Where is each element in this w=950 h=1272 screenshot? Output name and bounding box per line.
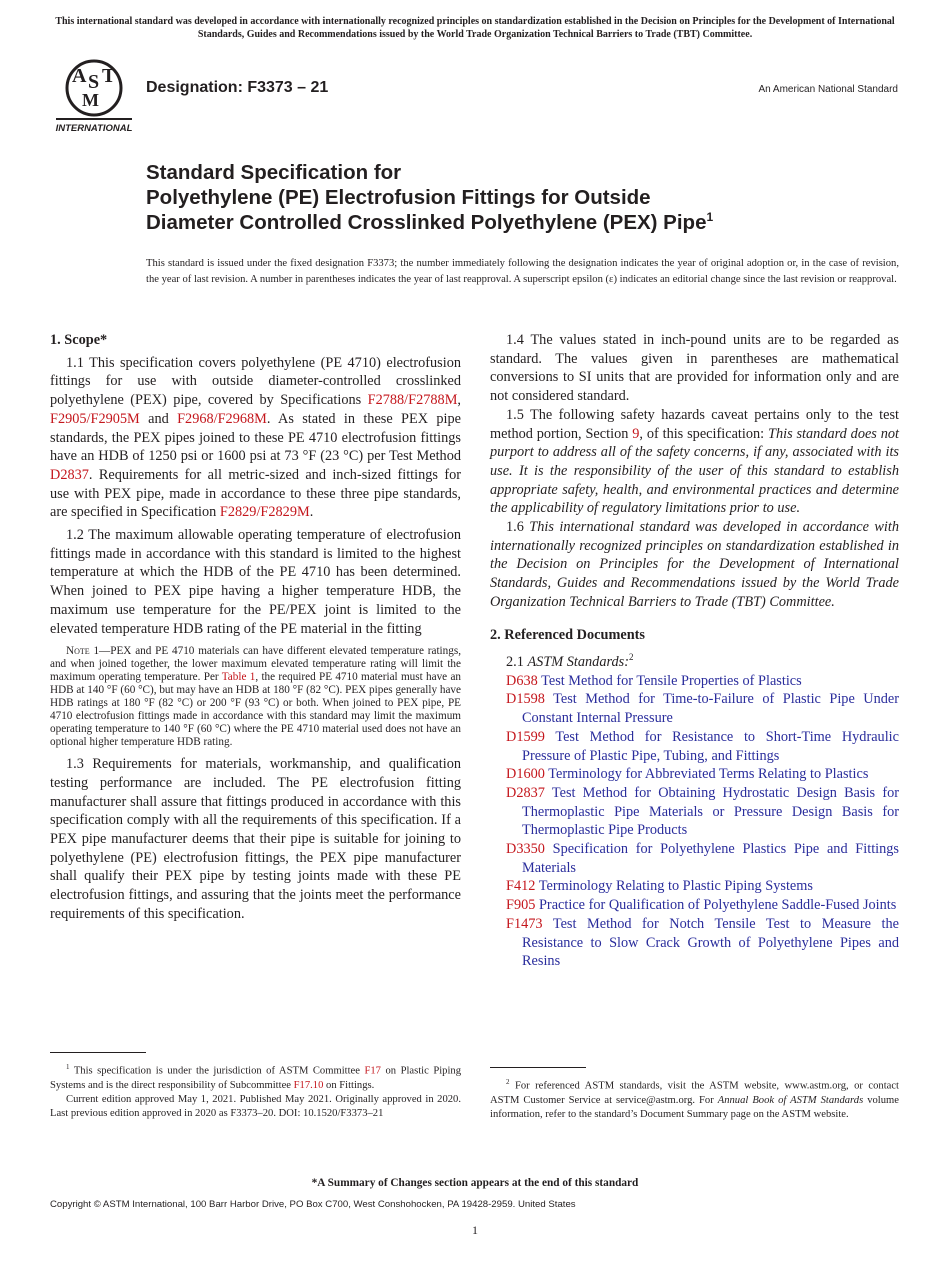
footnote-1: $^1$ This specification is under the jurisdiction of ASTM Committee F17 on Plastic Piping Systems and is the direct responsibility of Subcommittee F17.10 on Fittings. Current edition approved May 1, 2021. Published May 2021. Originally approved in 2020. Last previous edition approved in 2020 as F3373–20. DOI: 10.1520/F3373–21 [50, 1063, 461, 1119]
page-number: 1 [472, 1223, 478, 1237]
designation: Designation: F3373 – 21 [146, 79, 329, 96]
committee-f17-link[interactable]: F17 [364, 1065, 381, 1077]
table-1-link[interactable]: Table 1 [221, 671, 256, 684]
reference-item[interactable]: F412 Terminology Relating to Plastic Piping Systems [506, 878, 813, 895]
reference-item[interactable]: D2837 Test Method for Obtaining Hydrostatic Design Basis for Thermoplastic Pipe Materials or Pressure Design Basis for Thermoplastic Pipe Products [506, 784, 899, 839]
reference-item[interactable]: F905 Practice for Qualification of Polyethylene Saddle-Fused Joints [506, 897, 897, 914]
paragraph-1-6: 1.6 This international standard was developed in accordance with internationally recognized principles on standardization established in the Decision on Principles for the Development of International Standards, Guides and Recommendations issued by the World Trade Organization Technical Barriers to Trade (TBT) Committee. [490, 519, 899, 610]
paragraph-1-1: 1.1 This specification covers polyethylene (PE 4710) electrofusion fittings for use with outside diameter-controlled crosslinked polyethylene (PEX) pipe, covered by Specifications F2788/F2788M, F2905/F2905M and F2968/F2968M. As stated in these PEX pipe standards, the PEX pipes joined to these PE 4710 electrofusion fittings have an HDB of 1250 psi or 1600 psi at 73 °F (23 °C) per Test Method D2837. Requirements for all metric-sized and inch-sized fittings for use with PEX pipe, made in accordance to these three pipe standards, are specified in Specification F2829/F2829M. [50, 354, 461, 521]
reference-list [490, 672, 899, 971]
paragraph-1-4: 1.4 The values stated in inch-pound units are to be regarded as standard. The values given in parentheses are mathematical conversions to SI units that are provided for information only and are not considered standard. [490, 332, 899, 405]
copyright: Copyright © ASTM International, 100 Barr Harbor Drive, PO Box C700, West Conshohocken, PA 19428-2959. United States [50, 1199, 576, 1210]
ref-link-f2829[interactable]: F2829/F2829M [219, 504, 310, 521]
reference-item[interactable]: D3350 Specification for Polyethylene Plastics Pipe and Fittings Materials [506, 841, 899, 876]
paragraph-1-5: 1.5 The following safety hazards caveat pertains only to the test method portion, Section 9, of this specification: This standard does not purport to address all of the safety concerns, if any, associated with its use. It is the responsibility of the user of this standard to establish appropriate safety, health, and environmental practices and determine the applicability of regulatory limitations prior to use. [490, 406, 900, 517]
title-line-2: Polyethylene (PE) Electrofusion Fittings for Outside [146, 186, 651, 209]
reference-item[interactable]: D1598 Test Method for Time-to-Failure of Plastic Pipe Under Constant Internal Pressure [506, 691, 899, 727]
logo-wordmark: INTERNATIONAL [55, 123, 133, 134]
ref-link-f2788[interactable]: F2788/F2788M [367, 392, 458, 409]
astm-logo [52, 58, 136, 134]
logo-letter-t: T [102, 65, 116, 87]
document-title [146, 160, 866, 235]
title-line-1: Standard Specification for [146, 161, 402, 184]
ref-link-f2968[interactable]: F2968/F2968M [177, 410, 267, 427]
summary-of-changes-note: *A Summary of Changes section appears at the end of this standard [311, 1177, 639, 1189]
reference-item[interactable]: F1473 Test Method for Notch Tensile Test to Measure the Resistance to Slow Crack Growth of Polyethylene Pipes and Resins [506, 915, 899, 970]
footnote-rule-right [490, 1067, 586, 1068]
right-column [490, 331, 899, 971]
issue-note: This standard is issued under the fixed designation F3373; the number immediately following the designation indicates the year of original adoption or, in the case of revision, the year of last revision. A number in parentheses indicates the year of last reapproval. A superscript epsilon (ε) indicates an editorial change since the last revision or reapproval. [146, 258, 899, 285]
logo-letter-s: S [88, 71, 100, 93]
left-column [50, 331, 461, 924]
ref-link-d2837[interactable]: D2837 [50, 466, 89, 483]
title-line-3: Diameter Controlled Crosslinked Polyethylene (PEX) Pipe$^1$ [146, 210, 714, 234]
footnote-rule-left [50, 1052, 146, 1053]
logo-letter-m: M [82, 90, 99, 110]
ref-link-f2905[interactable]: F2905/F2905M [50, 410, 140, 427]
paragraph-1-3: 1.3 Requirements for materials, workmanship, and qualification testing performance are included. The PE electrofusion fitting manufacturer shall assure that fittings produced in accordance with this specification comply with all the requirements of this specification. If a PEX pipe manufacturer deems that their pipe is suitable for joining to polyethylene (PE) electrofusion fittings, the PEX pipe manufacturer shall qualify their PEX pipe by testing joints made with these PE electrofusion fittings, and assuring that the joints meet the performance requirements of this specification. [50, 756, 461, 922]
title-footnote-mark: 1 [706, 210, 714, 225]
reference-item[interactable]: D638 Test Method for Tensile Properties of Plastics [506, 672, 802, 689]
reference-item[interactable]: D1599 Test Method for Resistance to Short-Time Hydraulic Pressure of Plastic Pipe, Tubing, and Fittings [506, 728, 899, 764]
section-9-link[interactable]: 9 [632, 425, 640, 442]
section-heading-referenced-documents: 2. Referenced Documents [490, 626, 645, 643]
note-1: Note 1—PEX and PE 4710 materials can have different elevated temperature ratings, and when joined together, the lower maximum elevated temperature rating will limit the maximum operating temperature. Per Table 1, the required PE 4710 material must have an HDB at 140 °F (60 °C), but may have an HDB at 180 °F (82 °C). PEX pipes generally have HDB ratings at 180 °F (82 °C) or 200 °F (93 °C) or both. When joined to PEX pipe, PE 4710 electrofusion fittings made in accordance with this standard may limit the maximum operating temperature to 140 °F (60 °C) where the PE 4710 material used does not have an optional higher temperature HDB rating. [50, 645, 461, 749]
reference-item[interactable]: D1600 Terminology for Abbreviated Terms Relating to Plastics [506, 766, 869, 783]
paragraph-2-1: 2.1 ASTM Standards:$^2$ [506, 652, 634, 671]
logo-letter-a: A [72, 65, 87, 87]
footnote-2: $^2$ For referenced ASTM standards, visit the ASTM website, www.astm.org, or contact ASTM Customer Service at service@astm.org. For Annual Book of ASTM Standards volume information, refer to the standard’s Document Summary page on the ASTM website. [490, 1078, 899, 1120]
astm-logo-icon [52, 58, 136, 134]
american-national-standard-label: An American National Standard [758, 84, 898, 95]
subcommittee-f17-10-link[interactable]: F17.10 [293, 1079, 324, 1091]
paragraph-1-2: 1.2 The maximum allowable operating temperature of electrofusion fittings made in accordance with this standard is limited to the highest temperature at which the HDB of the PE 4710 has been determined. When joined to PEX pipe having a higher temperature HDB, the maximum use temperature for the PE/PEX joint is limited to the elevated temperature HDB rating of the PE material in the fitting [50, 527, 461, 637]
section-heading-scope: 1. Scope* [50, 332, 108, 348]
top-notice: This international standard was developed in accordance with internationally recognized principles on standardization established in the Decision on Principles for the Development of International Standards, Guides and Recommendations issued by the World Trade Organization Technical Barriers to Trade (TBT) Committee. [55, 16, 895, 40]
